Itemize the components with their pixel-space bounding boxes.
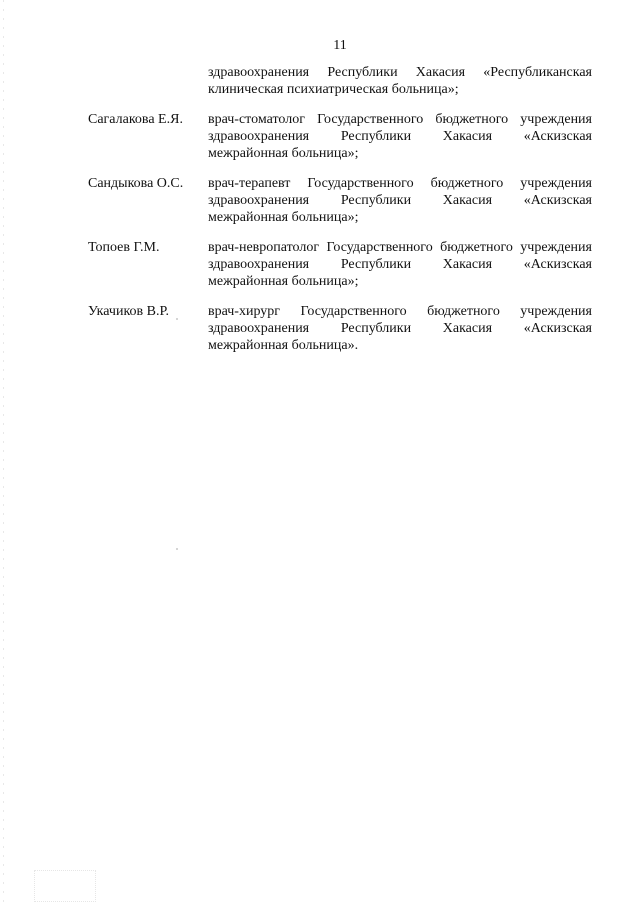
description-line: врач-терапевт Государственного бюджетного учреждения [208, 176, 592, 191]
description-line: межрайонная больница»; [208, 146, 359, 161]
description-line: межрайонная больница». [208, 338, 359, 353]
appointment-list [88, 64, 592, 367]
description-line: здравоохранения Республики Хакасия «Аскизская [208, 257, 592, 272]
description-line: здравоохранения Республики Хакасия «Аскизская [208, 321, 592, 336]
position-description [208, 175, 592, 226]
description-line: клиническая психиатрическая больница»; [208, 82, 459, 97]
person-name: Топоев Г.М. [88, 240, 160, 255]
person-name: Укачиков В.Р. [88, 304, 170, 319]
list-item [88, 64, 592, 98]
list-item [88, 111, 592, 162]
person-name [88, 64, 208, 98]
list-item [88, 303, 592, 354]
description-line: врач-невропатолог Государственного бюджетного учреждения [208, 240, 592, 255]
description-line: межрайонная больница»; [208, 274, 359, 289]
position-description [208, 64, 592, 98]
position-description [208, 111, 592, 162]
scan-mark [34, 870, 96, 902]
page-number: 11 [333, 38, 347, 53]
person-name: Сандыкова О.С. [88, 176, 184, 191]
scan-speck [176, 548, 178, 550]
person-name: Сагалакова Е.Я. [88, 112, 183, 127]
description-line: межрайонная больница»; [208, 210, 359, 225]
description-line: здравоохранения Республики Хакасия «Аскизская [208, 129, 592, 144]
description-line: врач-хирург Государственного бюджетного учреждения [208, 304, 592, 319]
position-description [208, 303, 592, 354]
description-line: врач-стоматолог Государственного бюджетного учреждения [208, 112, 592, 127]
description-line: здравоохранения Республики Хакасия «Республиканская [208, 65, 592, 80]
description-line: здравоохранения Республики Хакасия «Аскизская [208, 193, 592, 208]
list-item [88, 175, 592, 226]
position-description [208, 239, 592, 290]
scan-speck [176, 318, 178, 320]
list-item [88, 239, 592, 290]
scan-edge-artifact [3, 0, 4, 905]
